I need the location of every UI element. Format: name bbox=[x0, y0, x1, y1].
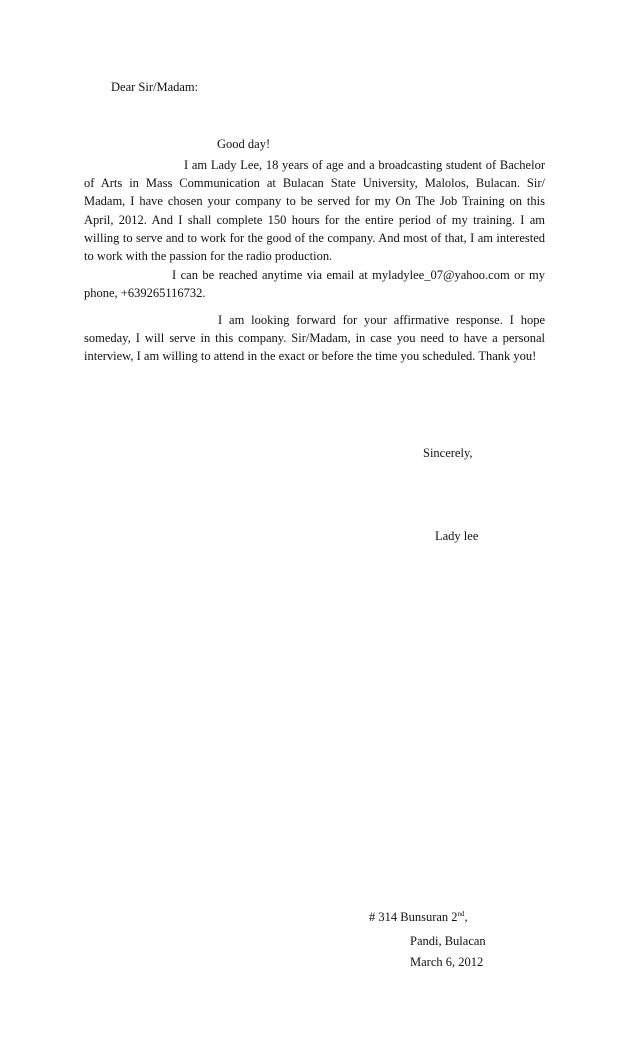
greeting: Good day! bbox=[217, 137, 271, 151]
address-comma: , bbox=[464, 910, 468, 924]
letter-date: March 6, 2012 bbox=[410, 955, 484, 969]
address-line-city: Pandi, Bulacan bbox=[410, 934, 486, 948]
salutation: Dear Sir/Madam: bbox=[111, 80, 199, 94]
closing-phrase: Sincerely, bbox=[423, 446, 473, 460]
address-line-street bbox=[369, 910, 468, 925]
address-street-text: # 314 Bunsuran 2 bbox=[369, 910, 458, 924]
body-paragraph-intro: I am Lady Lee, 18 years of age and a broadcasting student of Bachelor of Arts in Mass Communication at Bulacan State University, Malolos, Bulacan. Sir/ Madam, I have chosen your company to be served for my On The Job Training on this April, 2012. And I shall complete 150 hours for the entire period of my training. I am willing to serve and to work for the good of the company. And most of that, I am interested to work with the passion for the radio production. bbox=[84, 158, 545, 264]
body-paragraph-contact: I can be reached anytime via email at myladylee_07@yahoo.com or my phone, +639265116732. bbox=[84, 268, 545, 301]
signature-name: Lady lee bbox=[435, 529, 479, 543]
body-paragraph-closing: I am looking forward for your affirmative response. I hope someday, I will serve in this company. Sir/Madam, in case you need to have a personal interview, I am willing to attend in the exact or before the time you scheduled. Thank you! bbox=[84, 313, 545, 364]
address-ordinal-suffix: nd bbox=[457, 910, 465, 918]
